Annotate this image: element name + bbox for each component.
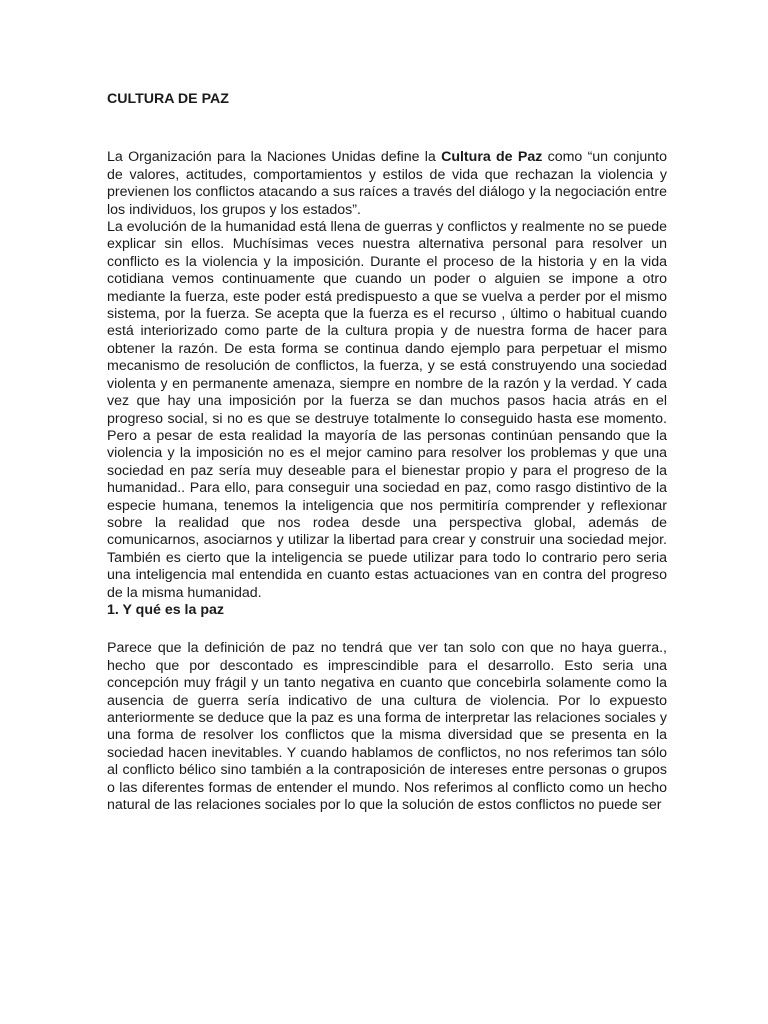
term-cultura-de-paz: Cultura de Paz [441, 149, 543, 166]
paragraph-evolution: La evolución de la humanidad está llena de guerras y conflictos y realmente no se puede explicar sin ellos. Muchísimas veces nuestra alternativa personal para resolver un conflicto es la violencia y la imposición. Durante el proceso de la historia y en la vida cotidiana vemos continuamente que cuando un poder o alguien se impone a otro mediante la fuerza, este poder está predispuesto a que se vuelva a perder por el mismo sistema, por la fuerza. Se acepta que la fuerza es el recurso , último o habitual cuando está interiorizado como parte de la cultura propia y de nuestra forma de hacer para obtener la razón. De esta forma se continua dando ejemplo para perpetuar el mismo mecanismo de resolución de conflictos, la fuerza, y se está construyendo una sociedad violenta y en permanente amenaza, siempre en nombre de la razón y la verdad. Y cada vez que hay una imposición por la fuerza se dan muchos pasos hacia atrás en el progreso social, si no es que se destruye totalmente lo conseguido hasta ese momento. Pero a pesar de esta realidad la mayoría de las personas continúan pensando que la violencia y la imposición no es el mejor camino para resolver los problemas y que una sociedad en paz sería muy deseable para el bienestar propio y para el progreso de la humanidad.. Para ello, para conseguir una sociedad en paz, como rasgo distintivo de la especie humana, tenemos la inteligencia que nos permitiría comprender y reflexionar sobre la realidad que nos rodea desde una perspectiva global, además de comunicarnos, asociarnos y utilizar la libertad para crear y construir una sociedad mejor. También es cierto que la inteligencia se puede utilizar para todo lo contrario pero seria una inteligencia mal entendida en cuanto estas actuaciones van en contra del progreso de la misma humanidad. [107, 219, 667, 601]
paragraph-peace-definition: Parece que la definición de paz no tendrá que ver tan solo con que no haya guerra., hecho que por descontado es imprescindible para el desarrollo. Esto seria una concepción muy frágil y un tanto negativa en cuanto que concebirla solamente como la ausencia de guerra sería indicativo de una cultura de violencia. Por lo expuesto anteriormente se deduce que la paz es una forma de interpretar las relaciones sociales y una forma de resolver los conflictos que la misma diversidad que se presenta en la sociedad hacen inevitables. Y cuando hablamos de conflictos, no nos referimos tan sólo al conflicto bélico sino también a la contraposición de intereses entre personas o grupos o las diferentes formas de entender el mundo. Nos referimos al conflicto como un hecho natural de las relaciones sociales por lo que la solución de estos conflictos no puede ser [107, 640, 667, 814]
paragraph-definition [107, 149, 667, 219]
paragraph-definition-lead: La Organización para la Naciones Unidas define la [107, 149, 442, 166]
section-heading: 1. Y qué es la paz [107, 601, 224, 618]
document-title: CULTURA DE PAZ [107, 91, 229, 107]
paragraph-definition-rest: como “un conjunto de valores, actitudes, comportamientos y estilos de vida que rechazan la violencia y previenen los conflictos atacando a sus raíces a través del diálogo y la negociación entre los individuos, los grupos y los estados”. [107, 149, 667, 218]
